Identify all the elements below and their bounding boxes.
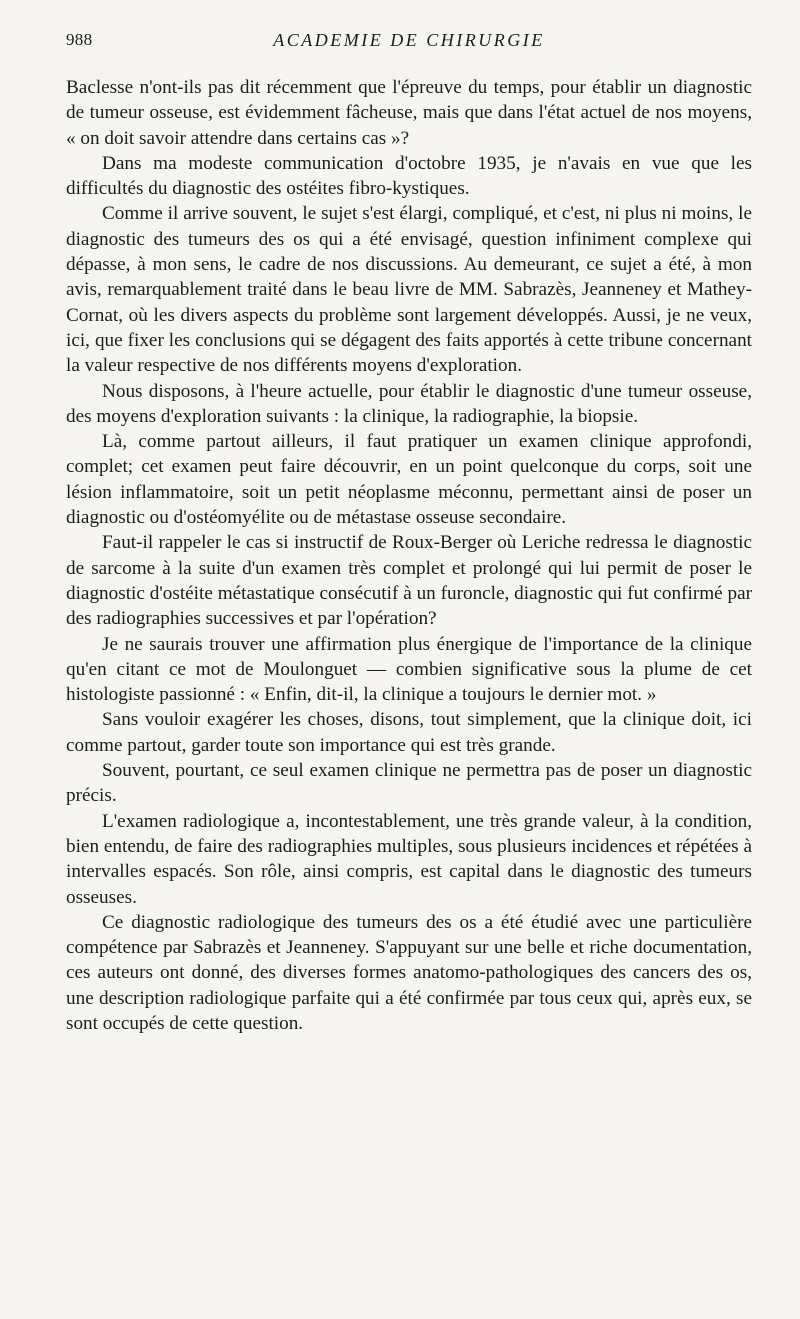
paragraph-continued: Baclesse n'ont-ils pas dit récemment que l'épreuve du temps, pour établir un diagnostic de tumeur osseuse, est évidemment fâcheuse, mais que dans l'état actuel de nos moyens, « on doit savoir attendre dans certains cas »? [66, 77, 752, 149]
paragraph: Comme il arrive souvent, le sujet s'est élargi, compliqué, et c'est, ni plus ni moins, le diagnostic des tumeurs des os qui a été envisagé, question infiniment complexe qui dépasse, à mon sens, le cadre de nos discussions. Au demeurant, ce sujet a été, à mon avis, remarquablement traité dans le beau livre de MM. Sabrazès, Jeanneney et Mathey-Cornat, où les divers aspects du problème sont largement développés. Aussi, je ne veux, ici, que fixer les conclusions qui se dégagent des faits apportés à cette tribune concernant la valeur respective de nos différents moyens d'exploration. [66, 203, 752, 377]
paragraph: Faut-il rappeler le cas si instructif de Roux-Berger où Leriche redressa le diagnostic de sarcome à la suite d'un examen très complet et prolongé qui lui permit de poser le diagnostic d'ostéite métastatique consécutif à un furoncle, diagnostic qui fut confirmé par des radiographies successives et par l'opération? [66, 532, 752, 630]
page-number: 988 [66, 30, 93, 49]
paragraph: Je ne saurais trouver une affirmation plus énergique de l'importance de la clinique qu'en citant ce mot de Moulonguet — combien significative sous la plume de cet histologiste passionné : « Enfin, dit-il, la clinique a toujours le dernier mot. » [66, 633, 752, 706]
paragraph: Souvent, pourtant, ce seul examen clinique ne permettra pas de poser un diagnostic précis. [66, 760, 752, 807]
page-header [66, 30, 752, 54]
paragraph: Ce diagnostic radiologique des tumeurs des os a été étudié avec une particulière compétence par Sabrazès et Jeanneney. S'appuyant sur une belle et riche documentation, ces auteurs ont donné, des diverses formes anatomo-pathologiques des cancers des os, une description radiologique parfaite qui a été confirmée par tous ceux qui, après eux, se sont occupés de cette question. [66, 911, 752, 1034]
paragraph: Là, comme partout ailleurs, il faut pratiquer un examen clinique approfondi, complet; cet examen peut faire découvrir, en un point quelconque du corps, soit une lésion inflammatoire, soit un petit néoplasme méconnu, permettant ainsi de poser un diagnostic ou d'ostéomyélite ou de métastase osseuse secondaire. [66, 431, 752, 529]
body-text [66, 75, 752, 1036]
paragraph: L'examen radiologique a, incontestablement, une très grande valeur, à la condition, bien entendu, de faire des radiographies multiples, sous plusieurs incidences et répétées à intervalles espacés. Son rôle, ainsi compris, est capital dans le diagnostic des tumeurs osseuses. [66, 810, 752, 908]
paragraph: Sans vouloir exagérer les choses, disons, tout simplement, que la clinique doit, ici comme partout, garder toute son importance qui est très grande. [66, 709, 752, 756]
paragraph: Nous disposons, à l'heure actuelle, pour établir le diagnostic d'une tumeur osseuse, des moyens d'exploration suivants : la clinique, la radiographie, la biopsie. [66, 380, 752, 427]
running-title: ACADEMIE DE CHIRURGIE [273, 30, 545, 50]
paragraph: Dans ma modeste communication d'octobre 1935, je n'avais en vue que les difficultés du diagnostic des ostéites fibro-kystiques. [66, 152, 752, 200]
